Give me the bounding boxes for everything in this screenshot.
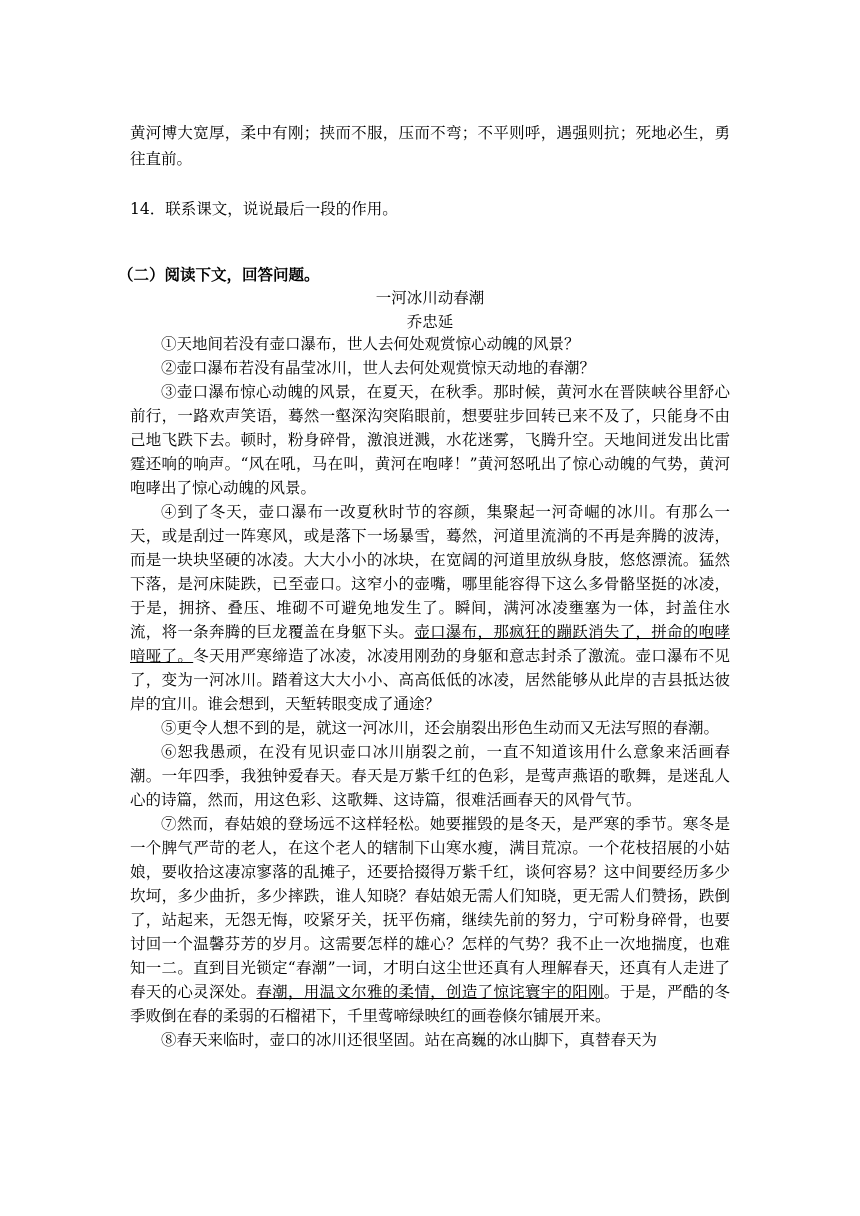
paragraph-4-text-a: ④到了冬天，壶口瀑布一改夏秋时节的容颜，集聚起一河奇崛的冰川。有那么一天，或是刮过一阵寒风，或是落下一场暴雪，蓦然，河道里流淌的不再是奔腾的波涛，而是一块块坚硬的冰凌。大大小小的冰块，在宽阔的河道里放纵身肢，悠悠漂流。猛然下落，是河床陡跌，已至壶口。这窄小的壶嘴，哪里能容得下这么多骨骼坚挺的冰凌，于是，拥挤、叠压、堆砌不可避免地发生了。瞬间，满河冰凌壅塞为一体，封盖住水流，将一条奔腾的巨龙覆盖在身躯下头。 [130,503,730,641]
paragraph-8: ⑧春天来临时，壶口的冰川还很坚固。站在高巍的冰山脚下，真替春天为 [161,1031,658,1049]
paragraph-4-text-b: 冬天用严寒缔造了冰凌，冰凌用刚劲的身躯和意志封杀了激流。壶口瀑布不见了，变为一河冰川。踏着这大大小小、高高低低的冰凌，居然能够从此岸的吉县抵达彼岸的宜川。谁会想到，天堑转眼变成了通途？ [130,647,730,713]
underlined-sentence-2: 春潮，用温文尔雅的柔情，创造了惊诧寰宇的阳刚 [256,983,604,1001]
answer-paragraph: 黄河博大宽厚，柔中有刚；挟而不服，压而不弯；不平则呼，遇强则抗；死地必生，勇往直前。 [130,123,730,168]
paragraph-4 [130,500,730,716]
paragraph-5: ⑤更令人想不到的是，就这一河冰川，还会崩裂出形色生动而又无法写照的春潮。 [161,719,720,737]
paragraph-7-text-b: 。于是，严酷的冬季败倒在春的柔弱的石榴裙下，千里莺啼绿映红的画卷倏尔铺展开来。 [130,983,730,1025]
section-header: （二）阅读下文，回答问题。 [118,265,320,284]
paragraph-3: ③壶口瀑布惊心动魄的风景，在夏天，在秋季。那时候，黄河水在晋陕峡谷里舒心前行，一路欢声笑语，蓦然一壑深沟突陷眼前，想要驻步回转已来不及了，只能身不由己地飞跌下去。顿时，粉身碎骨，激浪迸溅，水花迷雾，飞腾升空。天地间迸发出比雷霆还响的响声。“风在吼，马在叫，黄河在咆哮！”黄河怒吼出了惊心动魄的气势，黄河咆哮出了惊心动魄的风景。 [130,383,730,497]
question-14: 14．联系课文，说说最后一段的作用。 [130,200,398,218]
article-title: 一河冰川动春潮 [375,289,485,307]
underlined-sentence-1: 壶口瀑布，那疯狂的蹦跃消失了，拼命的咆哮喑哑了。 [130,623,730,665]
paragraph-1: ①天地间若没有壶口瀑布，世人去何处观赏惊心动魄的风景？ [161,335,580,353]
article-author: 乔忠延 [406,313,454,331]
paragraph-7-text-a: ⑦然而，春姑娘的登场远不这样轻松。她要摧毁的是冬天，是严寒的季节。寒冬是一个脾气严苛的老人，在这个老人的辖制下山寒水瘦，满目荒凉。一个花枝招展的小姑娘，要收拾这凄凉寥落的乱摊子，还要拾掇得万紫千红，谈何容易？这中间要经历多少坎坷，多少曲折，多少摔跌，谁人知晓？春姑娘无需人们知晓，更无需人们赞扬，跌倒了，站起来，无怨无悔，咬紧牙关，抚平伤痛，继续先前的努力，宁可粉身碎骨，也要讨回一个温馨芬芳的岁月。这需要怎样的雄心？怎样的气势？我不止一次地揣度，也难知一二。直到目光锁定“春潮”一词，才明白这尘世还真有人理解春天，还真有人走进了春天的心灵深处。 [130,815,730,1001]
paragraph-7 [130,812,730,1028]
paragraph-6: ⑥恕我愚顽，在没有见识壶口冰川崩裂之前，一直不知道该用什么意象来活画春潮。一年四季，我独钟爱春天。春天是万紫千红的色彩，是莺声燕语的歌舞，是迷乱人心的诗篇，然而，用这色彩、这歌舞、这诗篇，很难活画春天的风骨气节。 [130,743,730,809]
article-body [130,332,730,1052]
paragraph-2: ②壶口瀑布若没有晶莹冰川，世人去何处观赏惊天动地的春潮？ [161,359,596,377]
